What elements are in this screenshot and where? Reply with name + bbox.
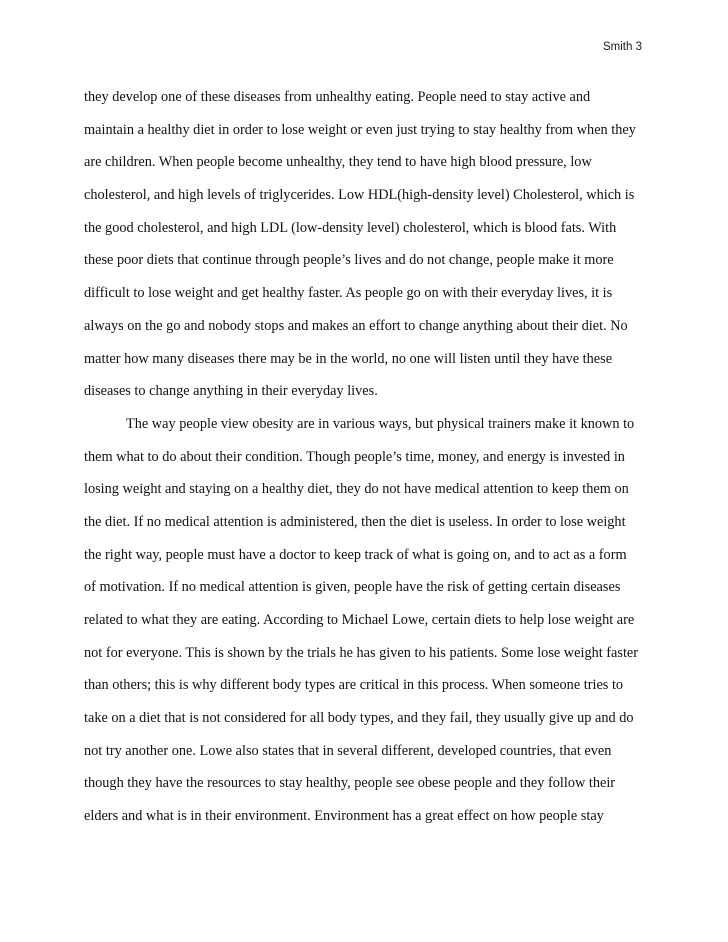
text-line: the diet. If no medical attention is administered, then the diet is useless. In order to lose weight bbox=[84, 513, 626, 530]
text-line: diseases to change anything in their everyday lives. bbox=[84, 383, 378, 400]
text-line: cholesterol, and high levels of triglycerides. Low HDL(high-density level) Cholesterol, which is bbox=[84, 187, 635, 204]
text-line: always on the go and nobody stops and makes an effort to change anything about their diet. No bbox=[84, 317, 628, 334]
text-line: them what to do about their condition. Though people’s time, money, and energy is invested in bbox=[84, 448, 625, 465]
text-line: they develop one of these diseases from unhealthy eating. People need to stay active and bbox=[84, 89, 591, 105]
text-line: are children. When people become unhealthy, they tend to have high blood pressure, low bbox=[84, 154, 592, 171]
text-line: though they have the resources to stay healthy, people see obese people and they follow their bbox=[84, 775, 616, 792]
text-line: not try another one. Lowe also states that in several different, developed countries, that even bbox=[84, 742, 612, 759]
text-line: these poor diets that continue through people’s lives and do not change, people make it more bbox=[84, 252, 614, 269]
text-line: the good cholesterol, and high LDL (low-density level) cholesterol, which is blood fats. With bbox=[84, 219, 617, 236]
body-text bbox=[84, 81, 654, 833]
text-line: related to what they are eating. According to Michael Lowe, certain diets to help lose weight are bbox=[84, 612, 635, 628]
paragraph-1 bbox=[84, 81, 654, 408]
text-line: take on a diet that is not considered for all body types, and they fail, they usually give up and do bbox=[84, 710, 634, 727]
text-line: difficult to lose weight and get healthy faster. As people go on with their everyday lives, it is bbox=[84, 285, 613, 302]
text-line: of motivation. If no medical attention is given, people have the risk of getting certain diseases bbox=[84, 579, 621, 596]
text-line: elders and what is in their environment. Environment has a great effect on how people stay bbox=[84, 808, 604, 825]
text-line: than others; this is why different body types are critical in this process. When someone tries to bbox=[84, 677, 624, 694]
text-line: matter how many diseases there may be in the world, no one will listen until they have these bbox=[84, 350, 613, 367]
text-line: not for everyone. This is shown by the trials he has given to his patients. Some lose weight faster bbox=[84, 644, 639, 661]
text-line: maintain a healthy diet in order to lose weight or even just trying to stay healthy from when they bbox=[84, 121, 636, 138]
text-line: losing weight and staying on a healthy diet, they do not have medical attention to keep them on bbox=[84, 481, 629, 498]
running-head: Smith 3 bbox=[603, 41, 642, 53]
text-line: the right way, people must have a doctor to keep track of what is going on, and to act as a form bbox=[84, 546, 627, 563]
paragraph-2 bbox=[84, 408, 654, 833]
text-line-indented: The way people view obesity are in various ways, but physical trainers make it known to bbox=[126, 415, 635, 432]
